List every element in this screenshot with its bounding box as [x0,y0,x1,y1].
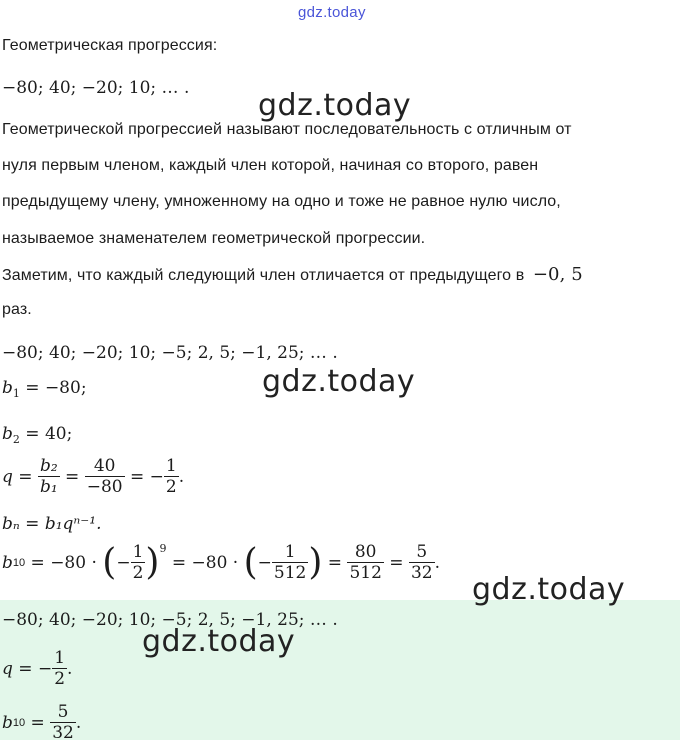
watermark: gdz.today [258,88,412,123]
b10-f2-den: 512 [273,563,307,583]
b10-f4-den: 32 [410,563,433,583]
section-title: Геометрическая прогрессия: [2,37,218,54]
b10-f4-num: 5 [409,542,435,563]
note-text: Заметим, что каждый следующий член отличается от предыдущего в [2,267,525,284]
b2-line [2,424,72,446]
b10-exponent: 9 [159,542,167,555]
b1-index: 1 [12,387,20,400]
site-link[interactable]: gdz.today [298,4,366,21]
q-den2: −80 [86,477,123,497]
definition-line-3: предыдущему члену, умноженному на одно и тоже не равное нулю число, [2,193,561,210]
b2-symbol: b [2,424,13,444]
definition-line-1: Геометрической прогрессией называют последовательность с отличным от [2,121,572,138]
q-den3: 2 [165,477,177,497]
definition-line-4: называемое знаменателем геометрической прогрессии. [2,230,426,247]
b1-value: = −80; [19,378,87,398]
bn-formula: bₙ = b₁qⁿ⁻¹. [2,514,102,534]
full-sequence: −80; 40; −20; 10; −5; 2, 5; −1, 25; … . [2,343,338,363]
answer-q-num: 1 [54,648,66,668]
answer-sequence: −80; 40; −20; 10; −5; 2, 5; −1, 25; … . [2,610,338,630]
b10-half-num: 1 [132,542,144,562]
answer-q: q = − $\frac{1}{2}$ . [2,648,73,689]
q-num1: b₂ [39,456,58,476]
b1-symbol: b [2,378,13,398]
b10-f3-den: 512 [349,563,382,583]
b1-line [2,378,87,400]
b10-formula: b 10 = −80 · ( − $\frac{1}{2}$ ) 9 = −80 · ( − $\frac{1}{512}$ ) = $\frac{80}{512}$ = $\frac{5}{32}$ . [2,542,441,583]
b10-f3-num: 80 [347,542,383,563]
b2-value: = 40; [19,424,73,444]
note-value: −0, 5 [532,264,583,285]
note-end: раз. [2,301,32,318]
answer-q-den: 2 [54,669,66,689]
b2-index: 2 [12,433,20,446]
sequence-text: −80; 40; −20; 10; … . [2,78,190,98]
answer-b10-den: 32 [52,723,74,743]
answer-b10: b 10 = $\frac{5}{32}$ . [2,702,82,743]
watermark: gdz.today [262,364,416,399]
q-num3: 1 [165,456,177,476]
q-den1: b₁ [39,477,58,497]
q-num2: 40 [85,456,125,477]
definition-line-2: нуля первым членом, каждый член которой, начиная со второго, равен [2,157,539,174]
answer-b10-num: 5 [50,702,76,723]
b10-half-den: 2 [132,563,144,583]
watermark: gdz.today [472,572,626,607]
q-formula: q = $\frac{\text{b₂}}{\text{b₁}}$ = $\frac{40}{-80}$ = − $\frac{1}{2}$ . [2,456,185,497]
b10-f2-num: 1 [272,542,308,563]
note-line [2,265,583,286]
watermark: gdz.today [142,624,296,659]
